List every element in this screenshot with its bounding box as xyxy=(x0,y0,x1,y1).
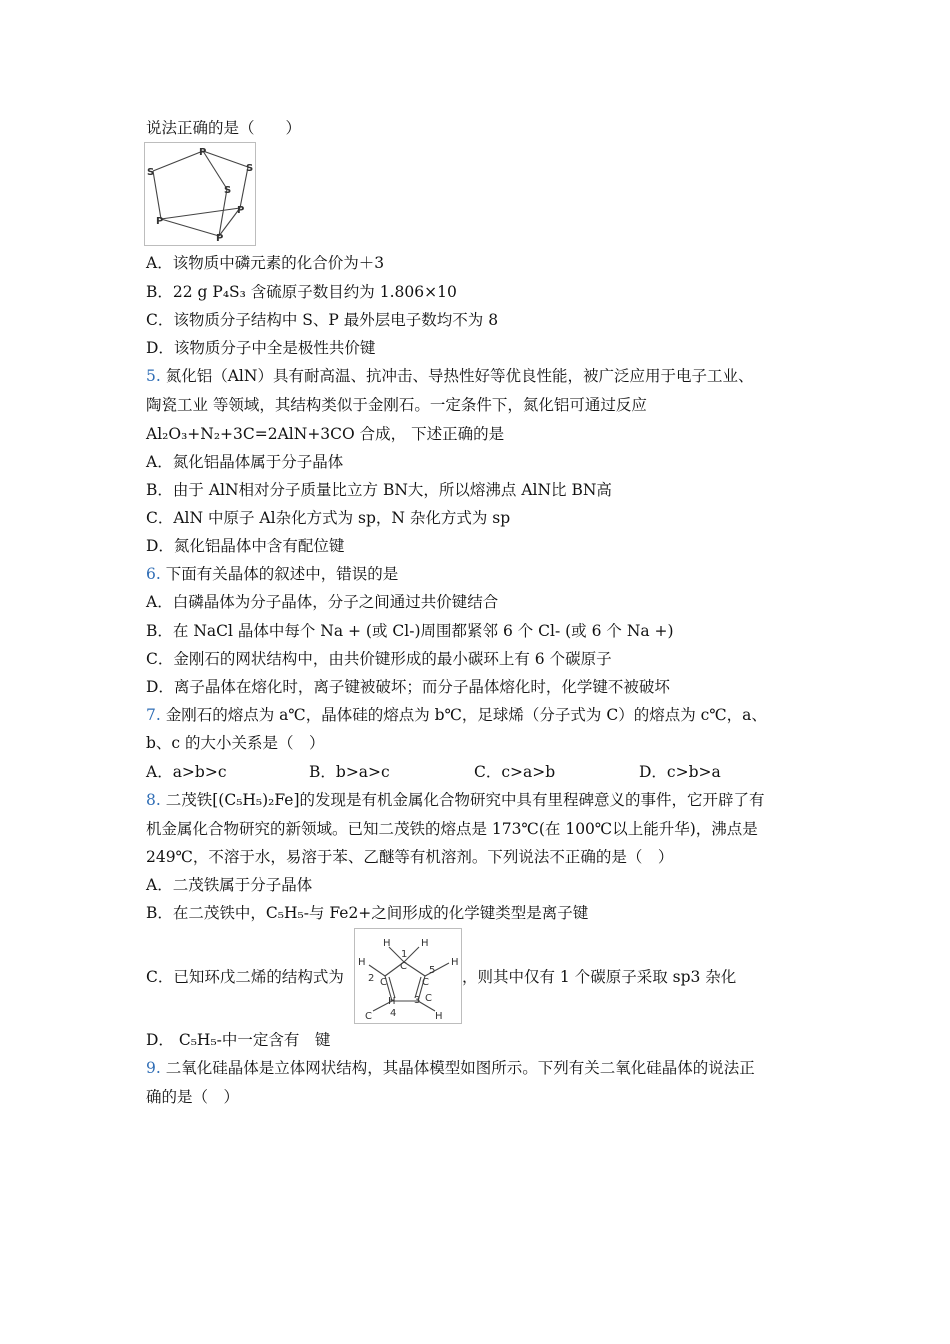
c-label: H xyxy=(388,996,396,1007)
atom-s-left: S xyxy=(147,167,155,178)
q7-line-1: 7. 金刚石的熔点为 a℃，晶体硅的熔点为 b℃，足球烯（分子式为 C）的熔点为 c℃，a、 xyxy=(146,706,767,724)
carbon-number-label: 4 xyxy=(390,1008,397,1019)
c-label: C xyxy=(400,961,407,972)
q7-number: 7. xyxy=(146,706,161,724)
carbon-number-label: C xyxy=(425,993,432,1004)
q5-line-3: Al₂O₃+N₂+3C=2AlN+3CO 合成， 下述正确的是 xyxy=(146,425,505,443)
h-label: H xyxy=(451,957,459,968)
atom-p-bottom: P xyxy=(216,233,224,244)
q8-option-a: A．二茂铁属于分子晶体 xyxy=(146,876,313,894)
q8-line-2: 机金属化合物研究的新领域。已知二茂铁的熔点是 173℃(在 100℃以上能升华)，沸点是 xyxy=(146,820,758,838)
q8-option-c-after: ，则其中仅有 1 个碳原子采取 sp3 杂化 xyxy=(462,968,737,986)
atom-s-right: S xyxy=(246,163,254,174)
q4-option-d: D．该物质分子中全是极性共价键 xyxy=(146,339,376,357)
h-label: C xyxy=(365,1011,372,1022)
q6-stem: 6. 下面有关晶体的叙述中，错误的是 xyxy=(146,565,399,583)
q6-option-c: C．金刚石的网状结构中，由共价键形成的最小碳环上有 6 个碳原子 xyxy=(146,650,612,668)
q4-option-b: B．22 g P₄S₃ 含硫原子数目约为 1.806×10 xyxy=(146,283,457,301)
q9-number: 9. xyxy=(146,1059,161,1077)
q5-option-b: B．由于 AlN相对分子质量比立方 BN大，所以熔沸点 AlN比 BN高 xyxy=(146,481,612,499)
q4-option-c: C．该物质分子结构中 S、P 最外层电子数均不为 8 xyxy=(146,311,499,329)
q8-line-3: 249℃，不溶于水，易溶于苯、乙醚等有机溶剂。下列说法不正确的是（ ） xyxy=(146,848,674,866)
q5-option-d: D．氮化铝晶体中含有配位键 xyxy=(146,537,345,555)
q8-option-b: B．在二茂铁中，C₅H₅-与 Fe2+之间形成的化学键类型是离子键 xyxy=(146,904,589,922)
carbon-number-label: 5 xyxy=(429,965,436,976)
h-label: H xyxy=(435,1011,443,1022)
q6-option-a: A．白磷晶体为分子晶体，分子之间通过共价键结合 xyxy=(146,593,499,611)
atom-p-right: P xyxy=(237,205,245,216)
q7-option-c: C．c>a>b xyxy=(474,763,556,781)
q8-line-1: 8. 二茂铁[(C₅H₅)₂Fe]的发现是有机金属化合物研究中具有里程碑意义的事件，它开辟了有 xyxy=(146,791,765,809)
q8-number: 8. xyxy=(146,791,161,809)
cyclopentadiene-structure-figure xyxy=(354,928,462,1024)
p4s3-structure-figure xyxy=(144,142,256,246)
q5-option-c: C．AlN 中原子 Al杂化方式为 sp，N 杂化方式为 sp xyxy=(146,509,511,527)
atom-s-middle: S xyxy=(224,185,232,196)
q9-line-1: 9. 二氧化硅晶体是立体网状结构，其晶体模型如图所示。下列有关二氧化硅晶体的说法正 xyxy=(146,1059,755,1077)
c-label: 3 xyxy=(414,995,421,1006)
atom-p-left: P xyxy=(156,216,164,227)
c-label: C xyxy=(422,977,429,988)
q7-option-b: B．b>a>c xyxy=(309,763,390,781)
carbon-number-label: 2 xyxy=(368,973,375,984)
atom-p-top: P xyxy=(199,147,207,158)
q5-number: 5. xyxy=(146,367,161,385)
q8-option-c-before: C．已知环戊二烯的结构式为 xyxy=(146,968,344,986)
q7-option-a: A．a>b>c xyxy=(146,763,227,781)
q8-option-d: D． C₅H₅-中一定含有 键 xyxy=(146,1031,331,1049)
q5-option-a: A．氮化铝晶体属于分子晶体 xyxy=(146,453,344,471)
q4-stem-tail: 说法正确的是（ ） xyxy=(146,119,302,137)
q6-option-b: B．在 NaCl 晶体中每个 Na + (或 Cl-)周围都紧邻 6 个 Cl- (或 6 个 Na +) xyxy=(146,622,674,640)
h-label: H xyxy=(358,957,366,968)
q7-option-d: D．c>b>a xyxy=(639,763,721,781)
q9-line-2: 确的是（ ） xyxy=(146,1088,240,1106)
q5-line-1: 5. 氮化铝（AlN）具有耐高温、抗冲击、导热性好等优良性能，被广泛应用于电子工业、 xyxy=(146,367,754,385)
carbon-number-label: 1 xyxy=(401,949,408,960)
q5-line-2: 陶瓷工业 等领域，其结构类似于金刚石。一定条件下，氮化铝可通过反应 xyxy=(146,396,647,414)
q7-line-2: b、c 的大小关系是（ ） xyxy=(146,734,325,752)
q6-number: 6. xyxy=(146,565,161,583)
h-label: H xyxy=(383,938,391,949)
q6-option-d: D．离子晶体在熔化时，离子键被破坏；而分子晶体熔化时，化学键不被破坏 xyxy=(146,678,670,696)
h-label: H xyxy=(421,938,429,949)
q4-option-a: A．该物质中磷元素的化合价为＋3 xyxy=(146,254,385,272)
c-label: C xyxy=(380,977,387,988)
